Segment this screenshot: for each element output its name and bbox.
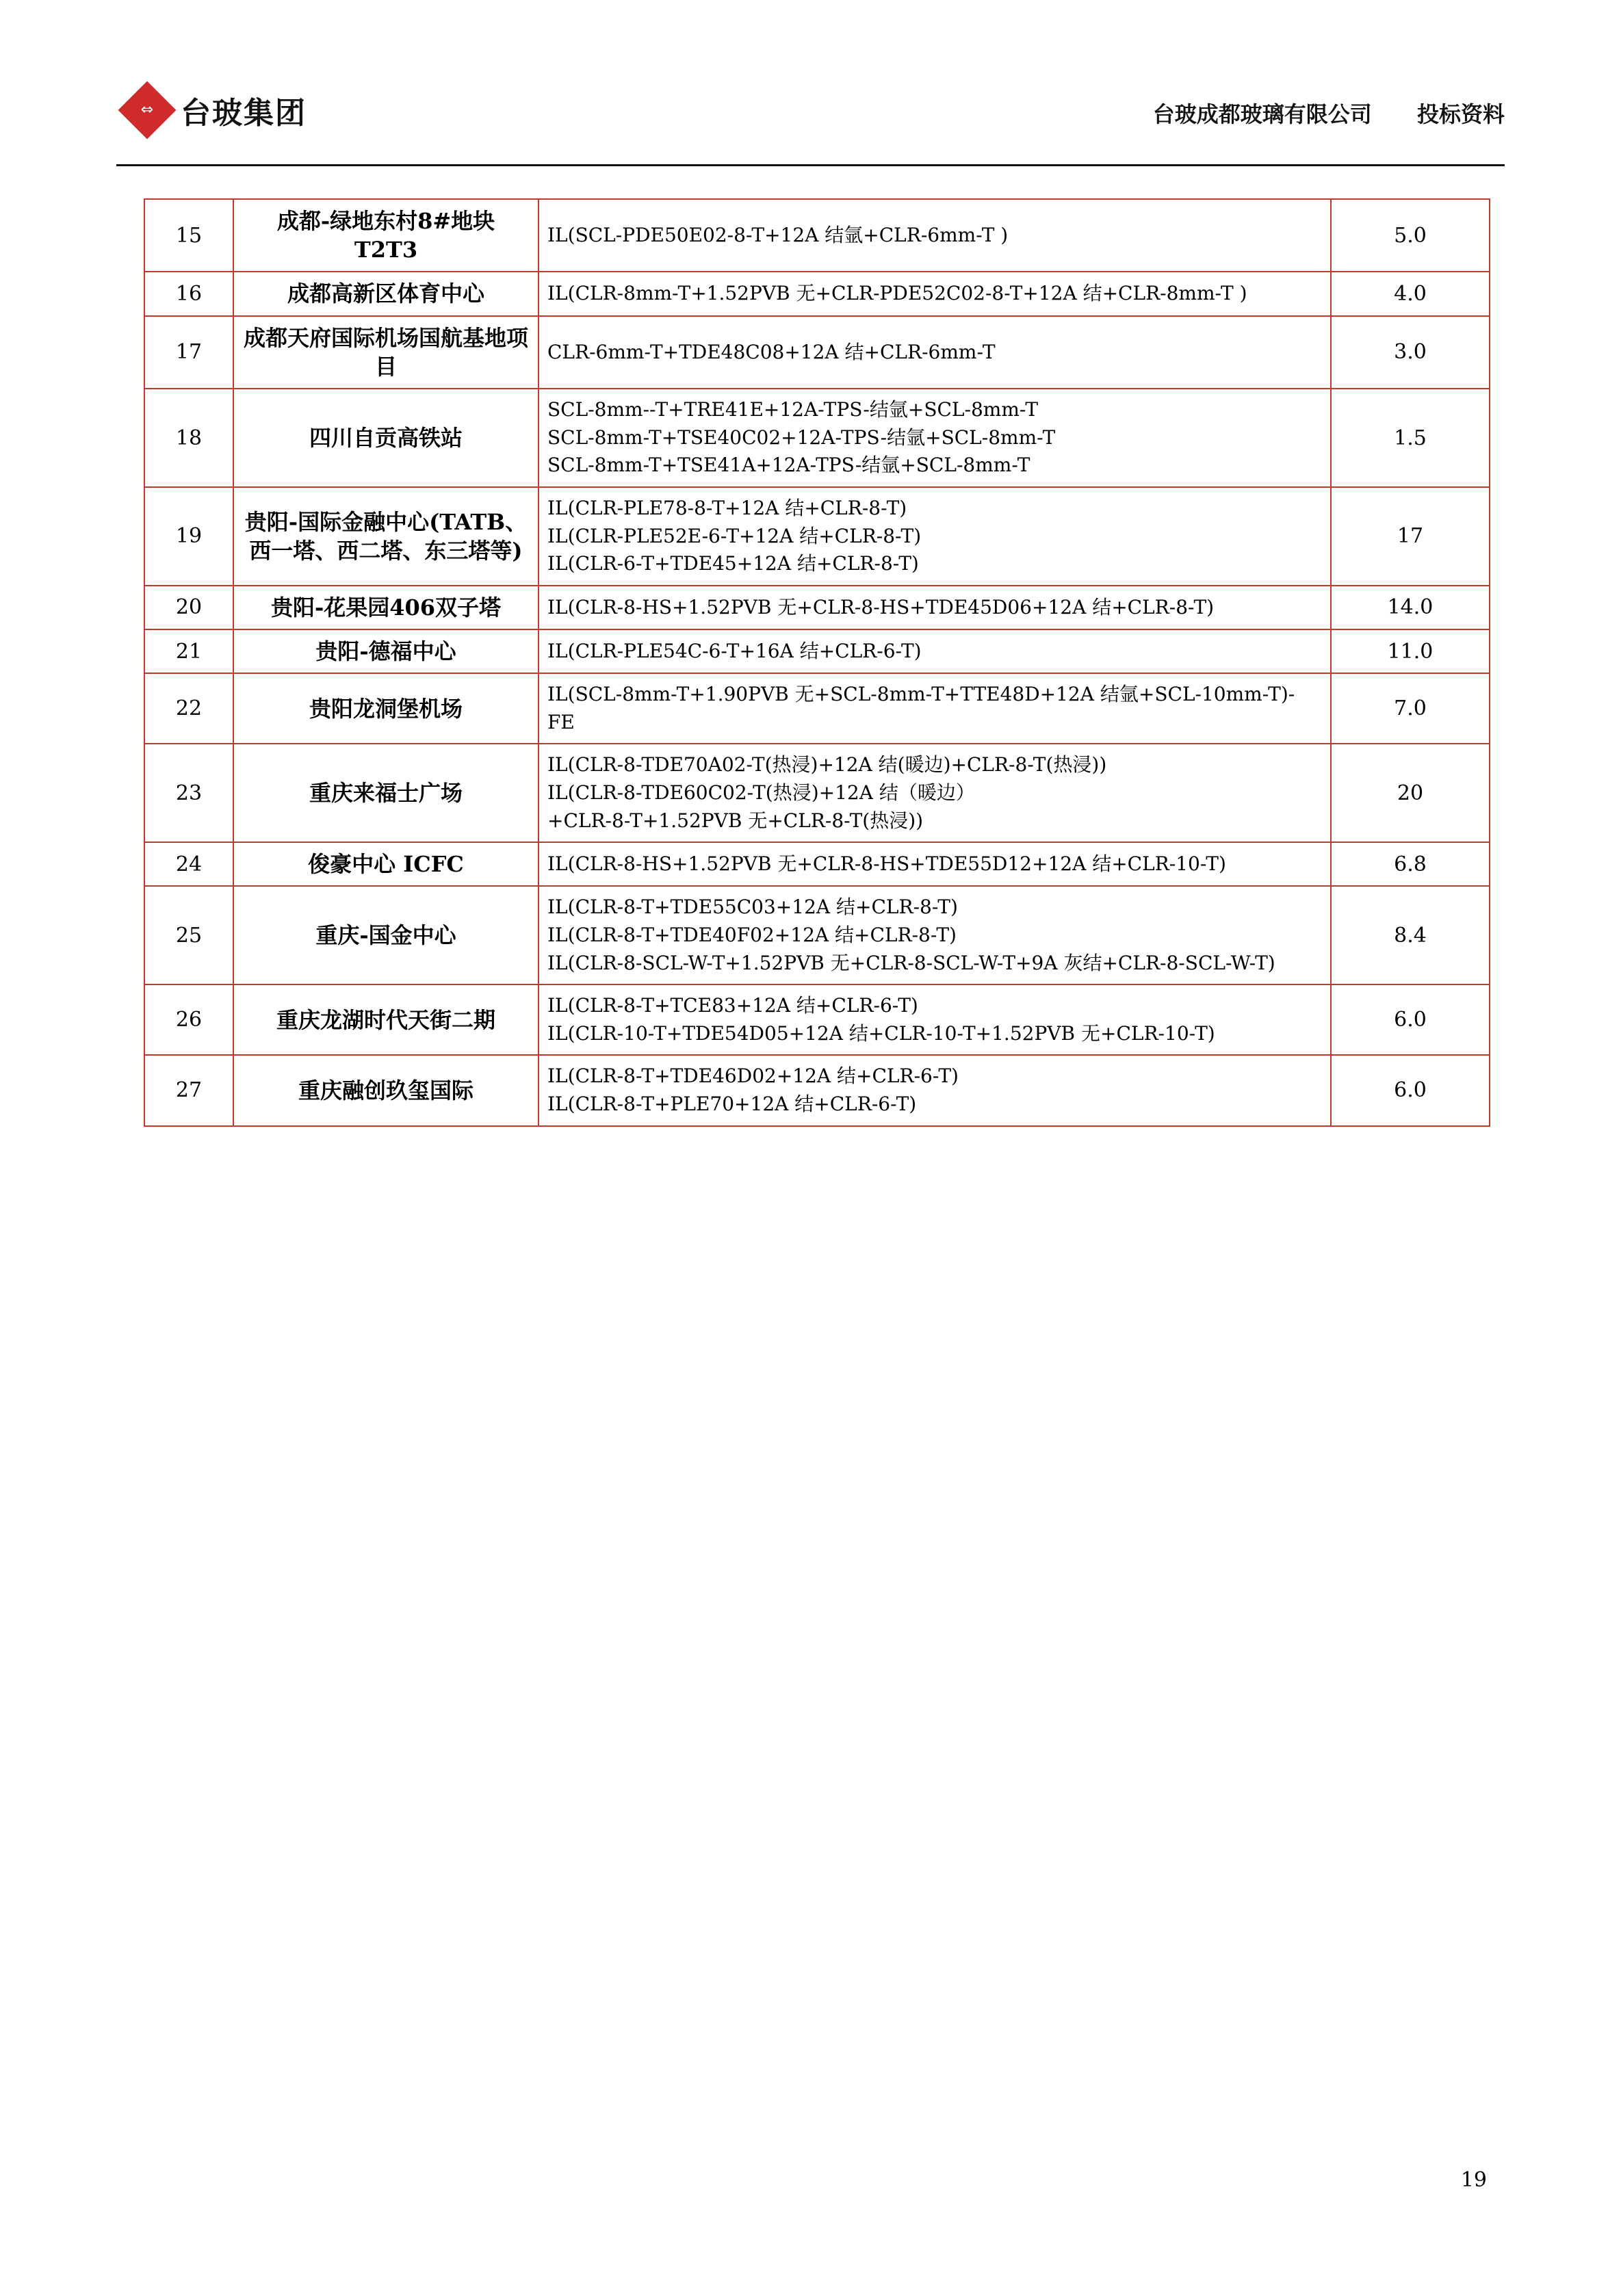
project-spec bbox=[539, 199, 1331, 272]
project-spec bbox=[539, 1055, 1331, 1125]
table-row bbox=[144, 487, 1490, 586]
row-number: 19 bbox=[144, 487, 233, 586]
row-number: 21 bbox=[144, 629, 233, 673]
spec-line: IL(SCL-PDE50E02-8-T+12A 结氩+CLR-6mm-T ) bbox=[547, 223, 1009, 246]
spec-line: IL(CLR-8-T+TDE55C03+12A 结+CLR-8-T) bbox=[547, 896, 958, 919]
table-row bbox=[144, 886, 1490, 984]
project-qty: 4.0 bbox=[1331, 272, 1490, 315]
row-number: 27 bbox=[144, 1055, 233, 1125]
spec-line: IL(CLR-8-T+TDE46D02+12A 结+CLR-6-T) bbox=[547, 1065, 959, 1088]
project-qty: 14.0 bbox=[1331, 586, 1490, 629]
project-spec bbox=[539, 744, 1331, 842]
project-spec bbox=[539, 586, 1331, 629]
spec-line: SCL-8mm-T+TSE41A+12A-TPS-结氩+SCL-8mm-T bbox=[547, 454, 1030, 477]
project-qty: 8.4 bbox=[1331, 886, 1490, 984]
project-qty: 3.0 bbox=[1331, 316, 1490, 389]
project-name: 四川自贡高铁站 bbox=[233, 389, 539, 487]
spec-line: CLR-6mm-T+TDE48C08+12A 结+CLR-6mm-T bbox=[547, 340, 996, 363]
row-number: 22 bbox=[144, 673, 233, 744]
page-header bbox=[116, 82, 1505, 157]
project-name: 重庆龙湖时代天街二期 bbox=[233, 984, 539, 1055]
spec-line: IL(CLR-8-T+TCE83+12A 结+CLR-6-T) bbox=[547, 994, 918, 1017]
project-spec bbox=[539, 984, 1331, 1055]
table-row bbox=[144, 744, 1490, 842]
spec-line: IL(CLR-6-T+TDE45+12A 结+CLR-8-T) bbox=[547, 552, 919, 575]
project-name: 重庆融创玖玺国际 bbox=[233, 1055, 539, 1125]
project-spec bbox=[539, 389, 1331, 487]
spec-line: SCL-8mm--T+TRE41E+12A-TPS-结氩+SCL-8mm-T bbox=[547, 398, 1039, 421]
spec-line: IL(CLR-10-T+TDE54D05+12A 结+CLR-10-T+1.52PVB 无+CLR-10-T) bbox=[547, 1021, 1215, 1045]
table-row bbox=[144, 984, 1490, 1055]
project-spec bbox=[539, 886, 1331, 984]
table-row bbox=[144, 389, 1490, 487]
row-number: 25 bbox=[144, 886, 233, 984]
row-number: 17 bbox=[144, 316, 233, 389]
header-right-text bbox=[1153, 97, 1505, 129]
company-name: 台玻成都玻璃有限公司 bbox=[1152, 101, 1372, 127]
spec-line: IL(SCL-8mm-T+1.90PVB 无+SCL-8mm-T+TTE48D+12A 结氩+SCL-10mm-T)-FE bbox=[547, 683, 1295, 733]
project-name: 俊豪中心 ICFC bbox=[233, 842, 539, 886]
project-qty: 6.8 bbox=[1331, 842, 1490, 886]
project-qty: 20 bbox=[1331, 744, 1490, 842]
spec-line: IL(CLR-8-T+PLE70+12A 结+CLR-6-T) bbox=[547, 1092, 917, 1115]
spec-line: +CLR-8-T+1.52PVB 无+CLR-8-T(热浸)) bbox=[547, 809, 924, 832]
project-spec bbox=[539, 272, 1331, 315]
project-qty: 6.0 bbox=[1331, 984, 1490, 1055]
row-number: 23 bbox=[144, 744, 233, 842]
taiwan-glass-diamond-icon: ⇔ bbox=[125, 88, 170, 133]
table-row bbox=[144, 199, 1490, 272]
project-name: 贵阳-德福中心 bbox=[233, 629, 539, 673]
row-number: 26 bbox=[144, 984, 233, 1055]
project-name: 成都高新区体育中心 bbox=[233, 272, 539, 315]
project-qty: 5.0 bbox=[1331, 199, 1490, 272]
spec-line: SCL-8mm-T+TSE40C02+12A-TPS-结氩+SCL-8mm-T bbox=[547, 426, 1056, 449]
project-name: 贵阳-花果园406双子塔 bbox=[233, 586, 539, 629]
project-name: 成都-绿地东村8#地块 T2T3 bbox=[233, 199, 539, 272]
project-qty: 11.0 bbox=[1331, 629, 1490, 673]
spec-line: IL(CLR-8-TDE70A02-T(热浸)+12A 结(暖边)+CLR-8-T(热浸)) bbox=[547, 753, 1107, 777]
brand-name: 台玻集团 bbox=[181, 96, 307, 131]
table-row bbox=[144, 629, 1490, 673]
project-spec bbox=[539, 316, 1331, 389]
table-row bbox=[144, 272, 1490, 315]
spec-line: IL(CLR-8-HS+1.52PVB 无+CLR-8-HS+TDE55D12+12A 结+CLR-10-T) bbox=[547, 852, 1226, 875]
spec-line: IL(CLR-8mm-T+1.52PVB 无+CLR-PDE52C02-8-T+12A 结+CLR-8mm-T ) bbox=[547, 282, 1247, 305]
table-row bbox=[144, 586, 1490, 629]
spec-line: IL(CLR-8-TDE60C02-T(热浸)+12A 结（暖边） bbox=[547, 781, 975, 804]
project-name: 贵阳-国际金融中心(TATB、西一塔、西二塔、东三塔等) bbox=[233, 487, 539, 586]
project-spec bbox=[539, 842, 1331, 886]
spec-line: IL(CLR-8-HS+1.52PVB 无+CLR-8-HS+TDE45D06+12A 结+CLR-8-T) bbox=[547, 595, 1215, 618]
table-row bbox=[144, 673, 1490, 744]
table-row bbox=[144, 316, 1490, 389]
spec-line: IL(CLR-8-SCL-W-T+1.52PVB 无+CLR-8-SCL-W-T+9A 灰结+CLR-8-SCL-W-T) bbox=[547, 951, 1275, 974]
project-name: 贵阳龙洞堡机场 bbox=[233, 673, 539, 744]
document-label: 投标资料 bbox=[1416, 101, 1505, 127]
table-row bbox=[144, 842, 1490, 886]
project-name: 重庆-国金中心 bbox=[233, 886, 539, 984]
spec-line: IL(CLR-PLE78-8-T+12A 结+CLR-8-T) bbox=[547, 496, 907, 519]
spec-line: IL(CLR-8-T+TDE40F02+12A 结+CLR-8-T) bbox=[547, 924, 957, 946]
row-number: 16 bbox=[144, 272, 233, 315]
brand-logo bbox=[125, 88, 307, 133]
page-number: 19 bbox=[1460, 2168, 1487, 2192]
spec-line: IL(CLR-PLE54C-6-T+16A 结+CLR-6-T) bbox=[547, 639, 922, 662]
projects-table-body bbox=[144, 199, 1490, 1126]
project-qty: 6.0 bbox=[1331, 1055, 1490, 1125]
project-spec bbox=[539, 487, 1331, 586]
table-row bbox=[144, 1055, 1490, 1125]
project-spec bbox=[539, 673, 1331, 744]
project-qty: 1.5 bbox=[1331, 389, 1490, 487]
row-number: 15 bbox=[144, 199, 233, 272]
row-number: 18 bbox=[144, 389, 233, 487]
projects-table-container bbox=[144, 198, 1490, 1127]
row-number: 24 bbox=[144, 842, 233, 886]
spec-line: IL(CLR-PLE52E-6-T+12A 结+CLR-8-T) bbox=[547, 524, 922, 547]
project-qty: 17 bbox=[1331, 487, 1490, 586]
projects-table bbox=[144, 198, 1490, 1127]
project-name: 重庆来福士广场 bbox=[233, 744, 539, 842]
project-qty: 7.0 bbox=[1331, 673, 1490, 744]
project-name: 成都天府国际机场国航基地项目 bbox=[233, 316, 539, 389]
row-number: 20 bbox=[144, 586, 233, 629]
project-spec bbox=[539, 629, 1331, 673]
header-divider bbox=[116, 164, 1505, 166]
